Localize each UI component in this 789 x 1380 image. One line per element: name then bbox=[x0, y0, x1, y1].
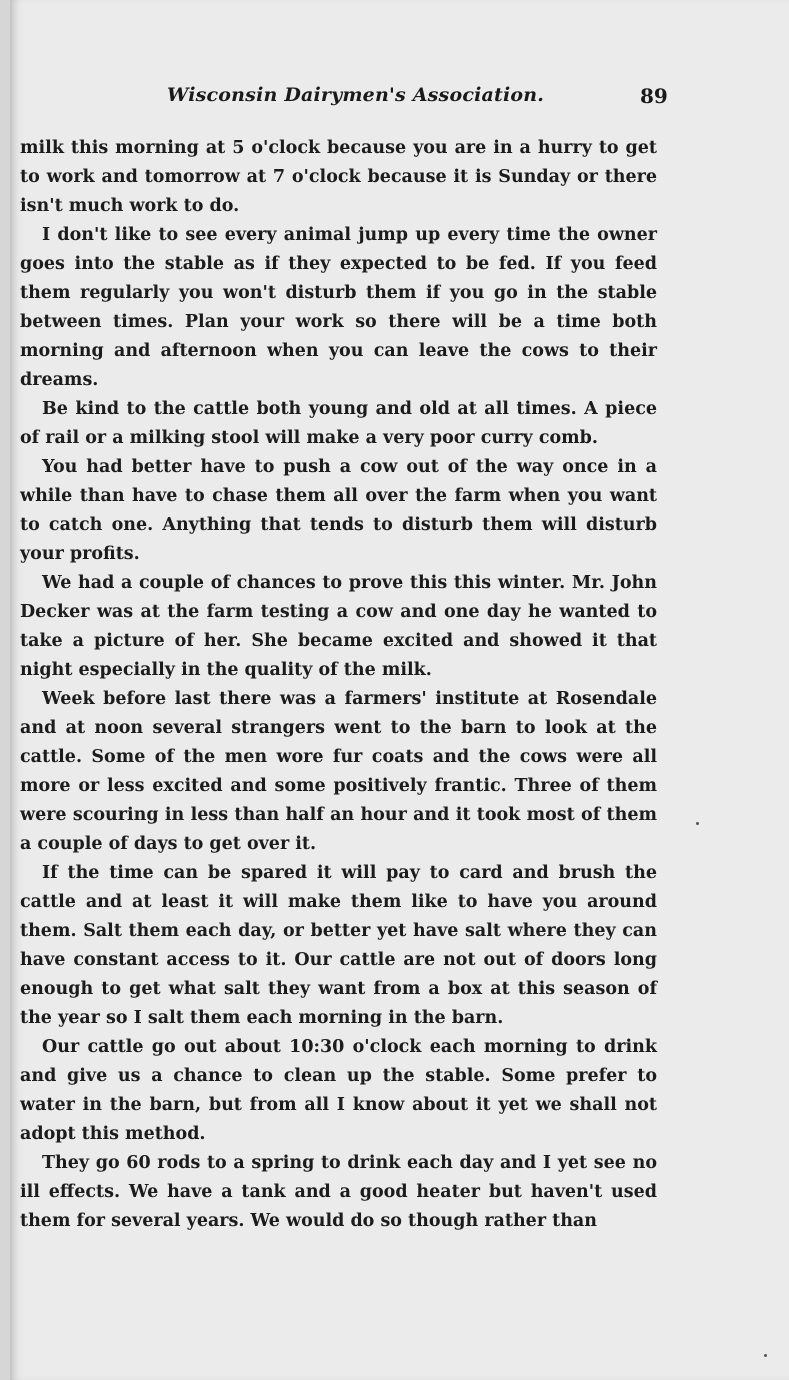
page-header bbox=[10, 84, 789, 114]
paragraph: I don't like to see every animal jump up every time the owner goes into the stable as if they expected to be fed. If you feed them regularly you won't disturb them if you go in the stable between times. Plan your work so there will be a time both morning and afternoon when you can leave the cows to their dreams. bbox=[20, 225, 657, 390]
body-text bbox=[20, 134, 657, 1236]
paragraph: If the time can be spared it will pay to card and brush the cattle and at least it will make them like to have you around them. Salt them each day, or better yet have salt where they can have constant access to it. Our cattle are not out of doors long enough to get what salt they want from a box at this season of the year so I salt them each morning in the barn. bbox=[20, 863, 657, 1028]
paragraph: Our cattle go out about 10:30 o'clock each morning to drink and give us a chance to clean up the stable. Some prefer to water in the barn, but from all I know about it yet we shall not adopt this method. bbox=[20, 1037, 657, 1144]
paper-speck bbox=[696, 822, 699, 825]
paragraph: Be kind to the cattle both young and old at all times. A piece of rail or a milking stool will make a very poor curry comb. bbox=[20, 399, 657, 448]
page-number: 89 bbox=[640, 84, 668, 108]
book-page bbox=[10, 0, 789, 1380]
running-title: Wisconsin Dairymen's Association. bbox=[167, 84, 545, 106]
paragraph: We had a couple of chances to prove this this winter. Mr. John Decker was at the farm testing a cow and one day he wanted to take a picture of her. She became excited and showed it that night especially in the quality of the milk. bbox=[20, 573, 657, 680]
paragraph: They go 60 rods to a spring to drink each day and I yet see no ill effects. We have a tank and a good heater but haven't used them for several years. We would do so though rather than bbox=[20, 1153, 657, 1231]
paper-speck bbox=[764, 1354, 767, 1357]
paragraph: You had better have to push a cow out of the way once in a while than have to chase them all over the farm when you want to catch one. Anything that tends to disturb them will disturb your profits. bbox=[20, 457, 657, 564]
paragraph: milk this morning at 5 o'clock because you are in a hurry to get to work and tomorrow at 7 o'clock because it is Sunday or there isn't much work to do. bbox=[20, 138, 657, 216]
paragraph: Week before last there was a farmers' institute at Rosendale and at noon several strangers went to the barn to look at the cattle. Some of the men wore fur coats and the cows were all more or less excited and some positively frantic. Three of them were scouring in less than half an hour and it took most of them a couple of days to get over it. bbox=[20, 689, 657, 854]
